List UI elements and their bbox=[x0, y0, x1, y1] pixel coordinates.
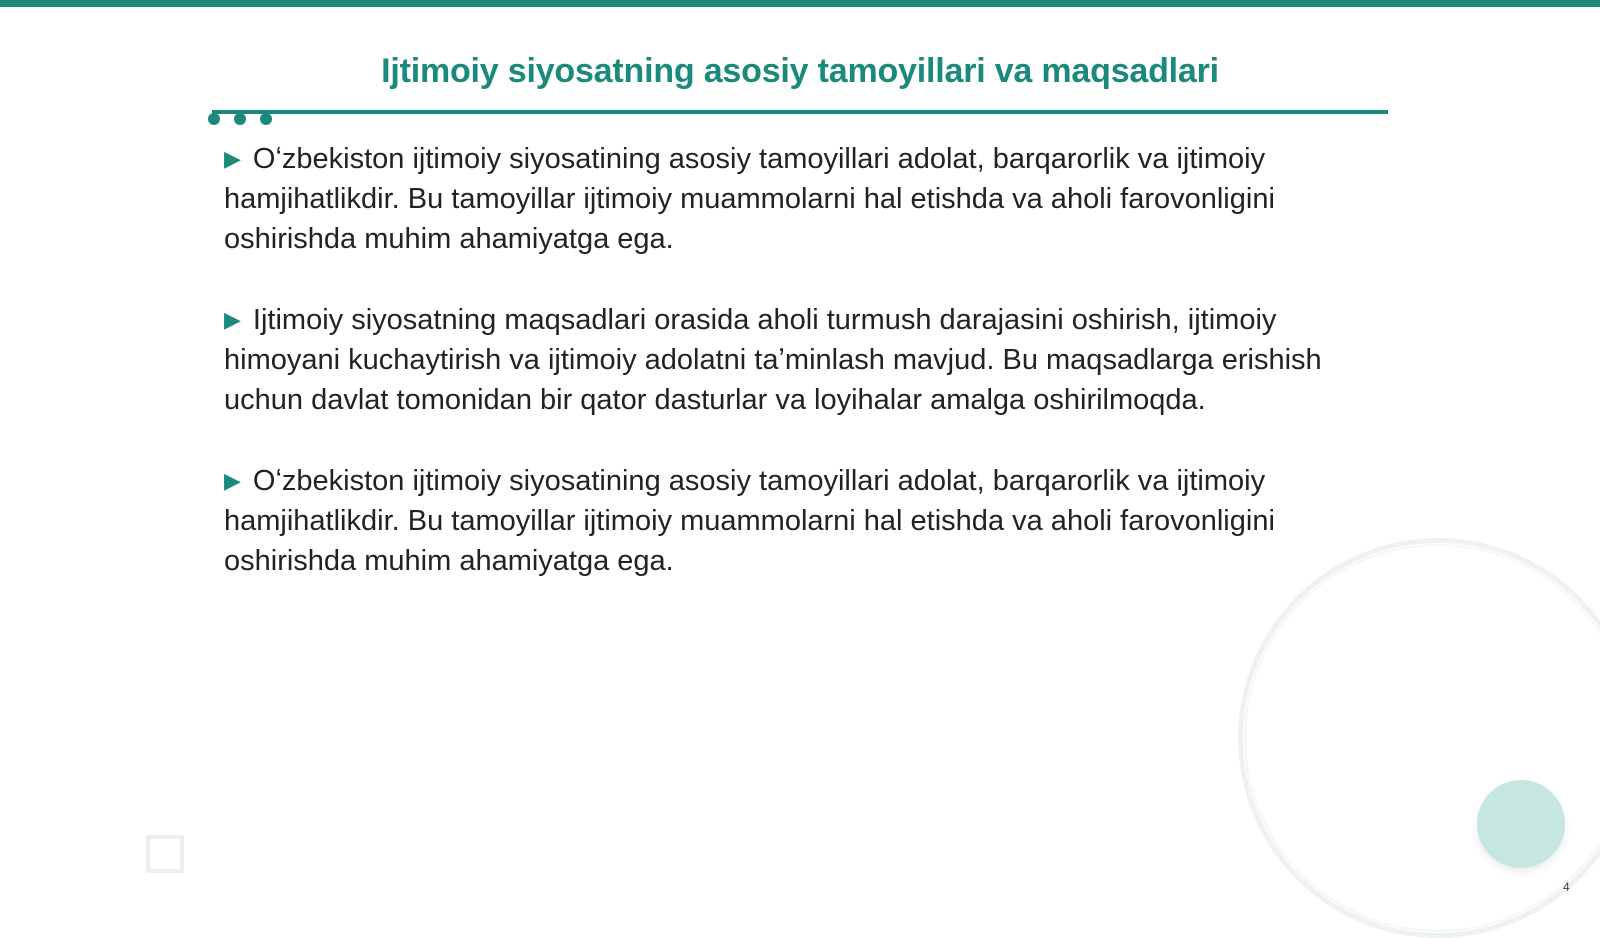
bullet-item bbox=[224, 139, 1364, 259]
bullet-item bbox=[224, 461, 1364, 581]
title-underline bbox=[212, 110, 1388, 114]
bullet-text: Oʻzbekiston ijtimoiy siyosatining asosiy tamoyillari adolat, barqarorlik va ijtimoiy hamjihatlikdir. Bu tamoyillar ijtimoiy muammolarni hal etishda va aholi farovonligini oshirishda muhim ahamiyatga ega. bbox=[224, 465, 1275, 577]
bullet-text: Ijtimoiy siyosatning maqsadlari orasida aholi turmush darajasini oshirish, ijtimoiy himoyani kuchaytirish va ijtimoiy adolatni taʼminlash mavjud. Bu maqsadlarga erishish uchun davlat tomonidan bir qator dasturlar va loyihalar amalga oshirilmoqda. bbox=[224, 304, 1322, 416]
triangle-right-icon: ▶ bbox=[224, 468, 241, 493]
triangle-right-icon: ▶ bbox=[224, 146, 241, 171]
decor-dot-1 bbox=[208, 113, 220, 125]
bullet-text: Oʻzbekiston ijtimoiy siyosatining asosiy tamoyillari adolat, barqarorlik va ijtimoiy hamjihatlikdir. Bu tamoyillar ijtimoiy muammolarni hal etishda va aholi farovonligini oshirishda muhim ahamiyatga ega. bbox=[224, 143, 1275, 255]
triangle-right-icon: ▶ bbox=[224, 307, 241, 332]
decor-dot-2 bbox=[234, 113, 246, 125]
page-number: 4 bbox=[1563, 880, 1570, 894]
slide-title: Ijtimoiy siyosatning asosiy tamoyillari va maqsadlari bbox=[381, 52, 1219, 90]
top-accent-bar bbox=[0, 0, 1600, 7]
decor-square bbox=[146, 835, 184, 873]
decor-circle bbox=[1477, 780, 1565, 868]
bullet-item bbox=[224, 300, 1364, 420]
decor-dot-3 bbox=[260, 113, 272, 125]
bullet-list bbox=[224, 139, 1364, 622]
